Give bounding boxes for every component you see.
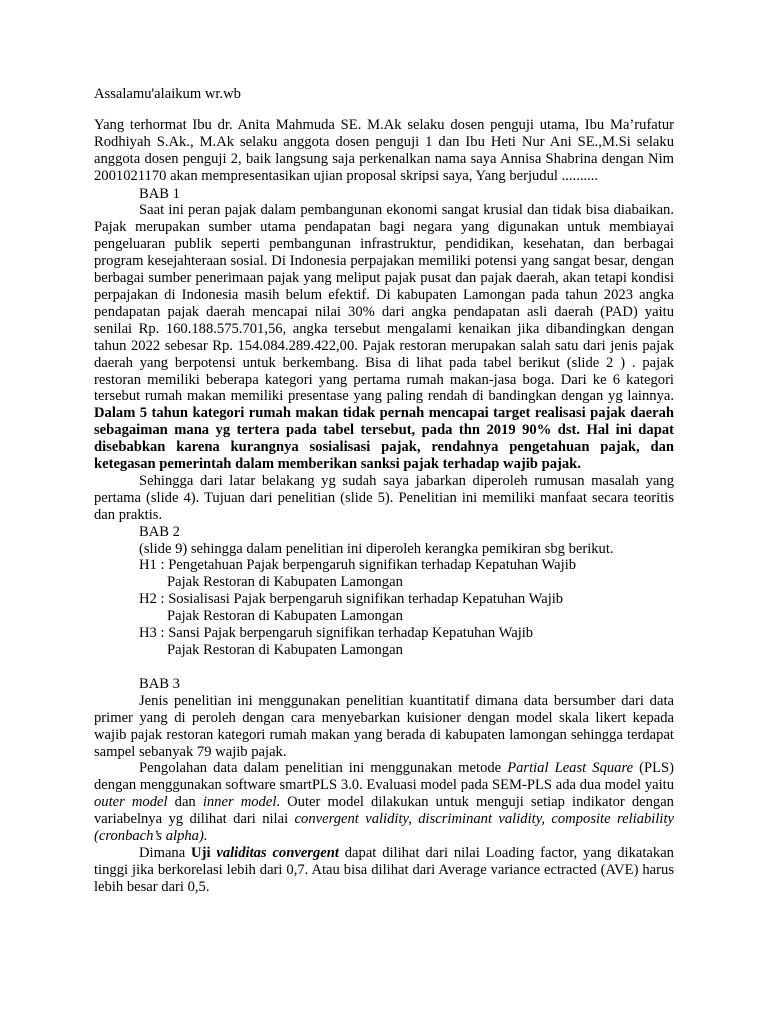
hypothesis-h2	[94, 591, 674, 625]
bab2-intro: (slide 9) sehingga dalam penelitian ini diperoleh kerangka pemikiran sbg berikut.	[139, 540, 614, 557]
bab3-p2-italic-validity: convergent validity, discriminant validity, composite reliability (cronbach’s alpha).	[94, 811, 674, 845]
bab1-paragraph-1-bold: Dalam 5 tahun kategori rumah makan tidak pernah mencapai target realisasi pajak daerah sebagaiman mana yg tertera pada tabel tersebut, pada thn 2019 90% dst. Hal ini dapat disebabkan karena kurangnya sosialisasi pajak, rendahnya pengetahuan pajak, dan ketegasan pemerintah dalam memberikan sanksi pajak terhadap wajib pajak.	[94, 405, 674, 473]
bab3-p3-text-c: dapat dilihat dari nilai Loading factor, yang dikatakan tinggi jika berkorelasi lebih dari 0,7. Atau bisa dilihat dari Average variance ectracted (AVE) harus lebih besar dari 0,5.	[94, 844, 674, 895]
intro-paragraph: Yang terhormat Ibu dr. Anita Mahmuda SE. M.Ak selaku dosen penguji utama, Ibu Ma’rufatur Rodhiyah S.Ak., M.Ak selaku anggota dosen penguji 1 dan Ibu Heti Nur Ani SE.,M.Si selaku anggota dosen penguji 2, baik langsung saja perkenalkan nama saya Annisa Shabrina dengan Nim 2001021170 akan mempresentasikan ujian proposal skripsi saya, Yang berjudul ..........	[94, 116, 674, 184]
bab1-paragraph-2: Sehingga dari latar belakang yg sudah saya jabarkan diperoleh rumusan masalah yang pertama (slide 4). Tujuan dari penelitian (slide 5). Penelitian ini memiliki manfaat secara teoritis dan praktis.	[94, 472, 674, 523]
bab3-p2-text-a: Pengolahan data dalam penelitian ini menggunakan metode	[139, 760, 508, 777]
bab3-p2-text-b: (PLS) dengan menggunakan software smartPLS 3.0. Evaluasi model pada SEM-PLS ada dua model yaitu	[94, 760, 674, 794]
bab3-p2-italic-inner: inner model	[202, 794, 277, 811]
bab3-p3-bold: Uji	[191, 844, 217, 861]
bab3-paragraph-1: Jenis penelitian ini menggunakan penelitian kuantitatif dimana data bersumber dari data primer yang di peroleh dengan cara menyebarkan kuisioner dengan model skala likert kepada wajib pajak restoran kategori rumah makan yang berada di kabupaten lamongan sehingga terdapat sampel sebanyak 79 wajib pajak.	[94, 692, 674, 760]
hypothesis-h1-line2: Pajak Restoran di Kabupaten Lamongan	[167, 574, 403, 591]
bab3-heading: BAB 3	[139, 675, 180, 692]
bab3-p2-italic-outer: outer model	[94, 794, 168, 811]
hypothesis-h2-line1: H2 : Sosialisasi Pajak berpengaruh signifikan terhadap Kepatuhan Wajib	[139, 591, 564, 608]
hypothesis-h1-line1: H1 : Pengetahuan Pajak berpengaruh signifikan terhadap Kepatuhan Wajib	[139, 557, 577, 574]
hypothesis-h3	[94, 625, 674, 659]
bab3-p3-bold-italic-text: validitas convergent	[216, 844, 339, 861]
bab1-heading: BAB 1	[139, 185, 180, 202]
bab3-p2-italic-pls: Partial Least Square	[507, 760, 634, 777]
bab1-paragraph-1-plain: Saat ini peran pajak dalam pembangunan ekonomi sangat krusial dan tidak bisa diabaikan. Pajak merupakan sumber utama pendapatan bagi negara yang digunakan untuk membiayai pengeluaran publik seperti pembangunan infrastruktur, pendidikan, kesehatan, dan berbagai program kesejahteraan sosial. Di Indonesia perpajakan memiliki potensi yang sangat besar, dengan berbagai sumber penerimaan pajak yang meliput pajak pusat dan pajak daerah, akan tetapi kondisi perpajakan di Indonesia masih belum efektif. Di kabupaten Lamongan pada tahun 2023 angka pendapatan pajak daerah mencapai nilai 30% dari angka pendapatan asli daerah (PAD) yaitu senilai Rp. 160.188.575.701,56, angka tersebut mengalami kenaikan jika dibandingkan dengan tahun 2022 sebesar Rp. 154.084.289.422,00. Pajak restoran merupakan salah satu dari jenis pajak daerah yang berpotensi untuk berkembang. Bisa di lihat pada tabel berikut (slide 2 ) . pajak restoran memiliki beberapa kategori yang pertama rumah makan-jasa boga. Dari ke 6 kategori tersebut rumah makan memiliki presentase yang paling rendah di bandingkan dengan yg lainnya.	[94, 202, 674, 405]
hypothesis-h3-line2: Pajak Restoran di Kabupaten Lamongan	[167, 642, 403, 658]
greeting: Assalamu'alaikum wr.wb	[94, 86, 241, 102]
bab3-p2-text-d: . Outer model dilakukan untuk menguji setiap indikator dengan variabelnya yg dilihat dari nilai	[94, 794, 674, 828]
bab1-paragraph-1	[94, 202, 674, 473]
bab3-paragraph-2	[94, 760, 674, 845]
bab3-p3-bold-italic	[216, 845, 339, 861]
bab3-paragraph-3	[94, 845, 674, 896]
hypothesis-h1	[94, 557, 674, 591]
bab3-p3-text-a: Dimana	[139, 844, 192, 861]
bab3-p2-text-c: dan	[167, 794, 203, 811]
bab2-heading: BAB 2	[139, 523, 180, 540]
hypothesis-h2-line2: Pajak Restoran di Kabupaten Lamongan	[167, 608, 403, 625]
hypothesis-h3-line1: H3 : Sansi Pajak berpengaruh signifikan terhadap Kepatuhan Wajib	[139, 625, 534, 642]
